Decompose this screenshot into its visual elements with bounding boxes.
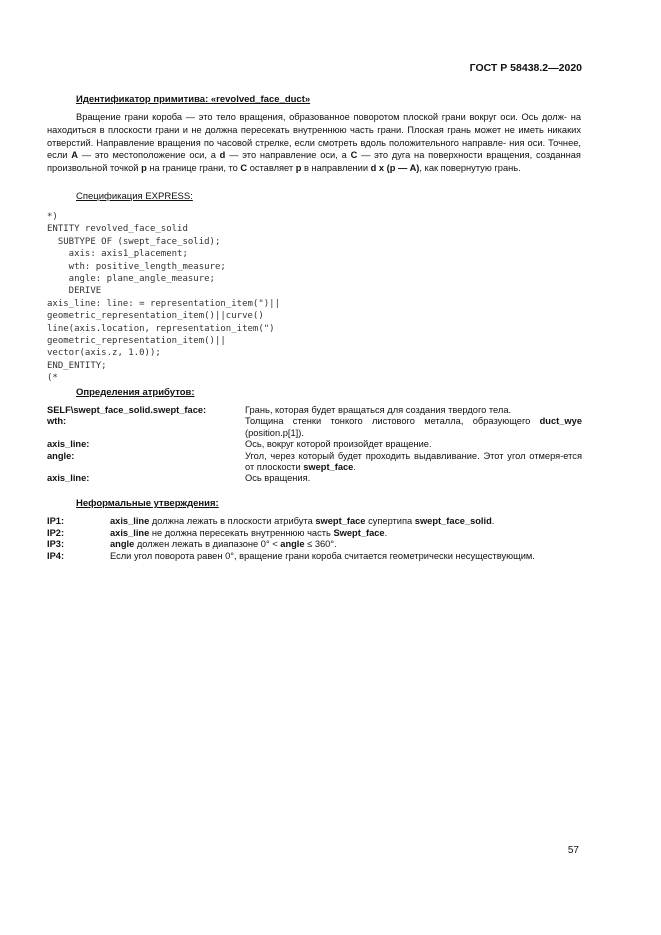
express-heading: Спецификация EXPRESS: <box>76 191 193 202</box>
primitive-heading: Идентификатор примитива: «revolved_face_duct» <box>76 94 311 105</box>
description-paragraph: Вращение грани короба — это тело вращения, образованное поворотом плоской грани вокруг оси. Ось долж- на находиться в плоскости грани и не должна пересекать внутреннюю часть грани. Плоская грань может не иметь никаких отверстий. Направление вращения по часовой стрелке, если смотреть вдоль положительного направле- ния оси. Точнее, если A — это местоположение оси, а d — это направление оси, а C — это дуга на поверхности вращения, созданная произвольной точкой p на границе грани, то C оставляет p в направлении d x (p — A), как повернутую грань. <box>47 112 581 174</box>
attribute-row: wth: Толщина стенки тонкого листового металла, образующего duct_wye (position.p[1]). <box>47 416 582 438</box>
attribute-row: axis_line: Ось, вокруг которой произойдет вращение. <box>47 439 432 450</box>
proposition-row: IP4: Если угол поворота равен 0°, вращение грани короба считается геометрически несуществующим. <box>47 550 535 561</box>
page-number: 57 <box>567 845 579 856</box>
attribute-row: SELF\swept_face_solid.swept_face: Грань, которая будет вращаться для создания твердого тела. <box>47 405 512 415</box>
attribute-row: angle: Угол, через который будет проходить выдавливание. Этот угол отмеря-ется от плоскости swept_face. <box>47 450 582 473</box>
document-standard-header: ГОСТ Р 58438.2—2020 <box>469 62 582 74</box>
attribute-definitions <box>47 405 582 485</box>
proposition-row: IP2: axis_line не должна пересекать внутреннюю часть Swept_face. <box>47 527 388 538</box>
attribute-row: axis_line: Ось вращения. <box>47 473 311 484</box>
informal-heading: Неформальные утверждения: <box>76 498 219 509</box>
proposition-row: IP1: axis_line должна лежать в плоскости атрибута swept_face супертипа swept_face_solid. <box>47 516 495 526</box>
attributes-heading: Определения атрибутов: <box>76 387 195 398</box>
express-code-block: *) ENTITY revolved_face_solid SUBTYPE OF (swept_face_solid); axis: axis1_placement; wth: positive_length_measure; angle: plane_angle_measure; DERIVE axis_line: line: = representation_item(")|| geometric_representation_item()||curve() line(axis.location, representation_item(") geometric_representation_item()|| vector(axis.z, 1.0)); END_ENTITY; (* <box>47 212 280 384</box>
informal-propositions <box>47 516 582 562</box>
proposition-row: IP3: angle должен лежать в диапазоне 0° < angle ≤ 360°. <box>47 539 337 550</box>
